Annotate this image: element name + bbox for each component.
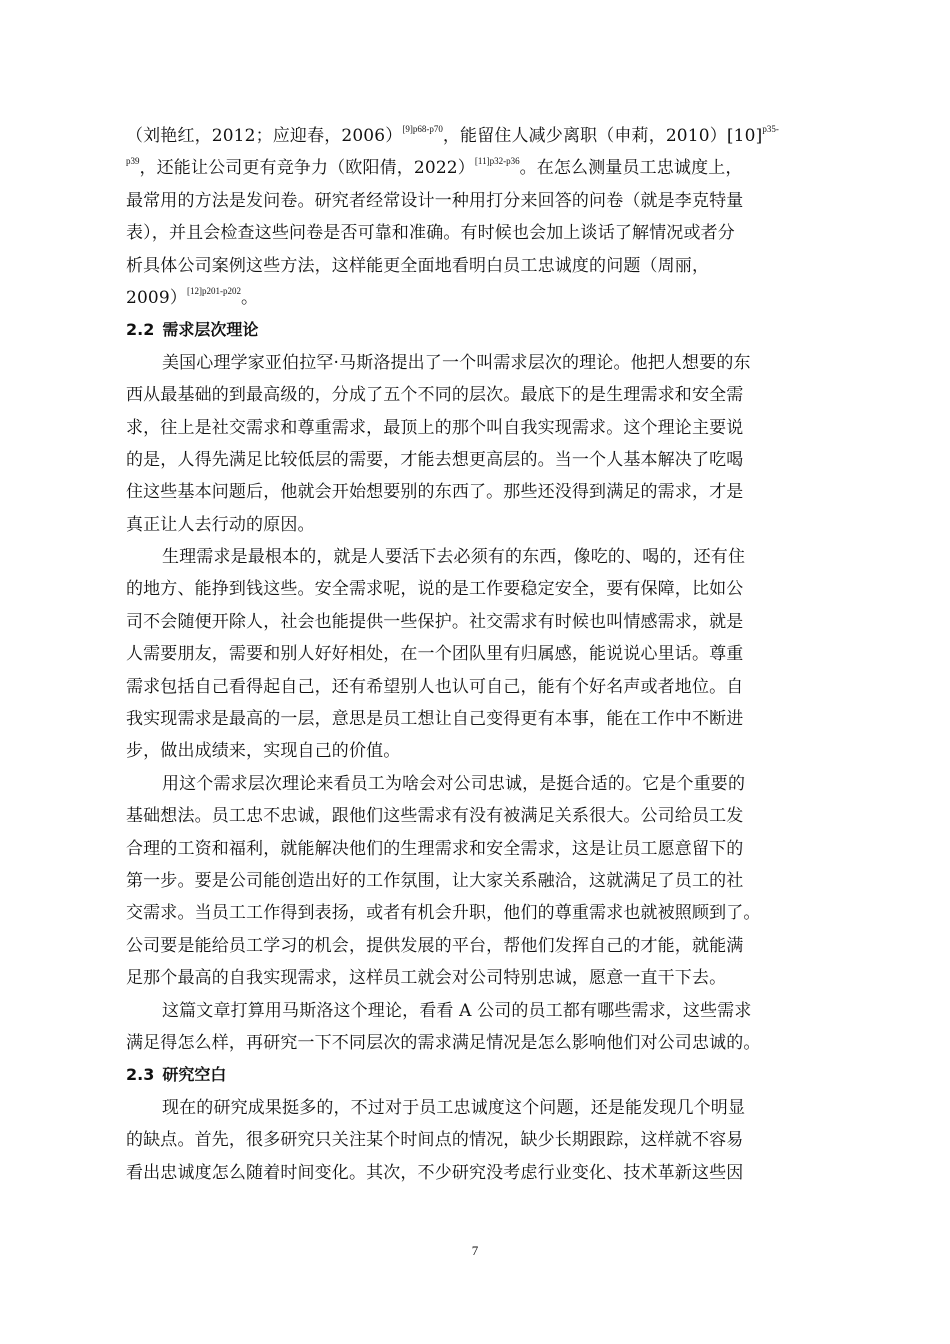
text-run: 第一步。要是公司能创造出好的工作氛围，让大家关系融洽，这就满足了员工的社 [126, 870, 744, 891]
text-line [126, 1157, 826, 1189]
text-run: 需求包括自己看得起自己，还有希望别人也认可自己，能有个好名声或者地位。自 [126, 676, 744, 697]
citation-superscript: p39 [126, 156, 140, 167]
text-line [126, 444, 826, 476]
text-line [126, 1092, 826, 1124]
text-line [126, 865, 826, 897]
text-run: 求，往上是社交需求和尊重需求，最顶上的那个叫自我实现需求。这个理论主要说 [126, 417, 744, 438]
citation-superscript: [9]p68-p70 [402, 124, 443, 134]
section-title: 需求层次理论 [162, 320, 259, 340]
citation-superscript: [12]p201-p202 [187, 285, 242, 296]
text-run: 住这些基本问题后，他就会开始想要别的东西了。那些还没得到满足的需求，才是 [126, 482, 744, 503]
text-line [126, 379, 826, 411]
section-number: 2.2 [126, 320, 155, 340]
text-run: 足那个最高的自我实现需求，这样员工就会对公司特别忠诚，愿意一直干下去。 [126, 968, 727, 989]
text-line [126, 897, 826, 929]
text-run: 。在怎么测量员工忠诚度上， [519, 158, 743, 179]
text-run: 看出忠诚度怎么随着时间变化。其次，不少研究没考虑行业变化、技术革新这些因 [126, 1162, 744, 1183]
text-line [126, 347, 826, 379]
text-run: 人需要朋友，需要和别人好好相处，在一个团队里有归属感，能说说心里话。尊重 [126, 644, 744, 665]
text-run: 的是，人得先满足比较低层的需要，才能去想更高层的。当一个人基本解决了吃喝 [126, 449, 744, 470]
text-run: 这篇文章打算用马斯洛这个理论，看看 A 公司的员工都有哪些需求，这些需求 [162, 1000, 752, 1021]
paragraph [126, 768, 826, 995]
text-line [126, 217, 826, 249]
text-run: 的缺点。首先，很多研究只关注某个时间点的情况，缺少长期跟踪，这样就不容易 [126, 1130, 744, 1151]
page-number: 7 [471, 1243, 479, 1258]
text-run: 表），并且会检查这些问卷是否可靠和准确。有时候也会加上谈话了解情况或者分 [126, 223, 735, 244]
text-line [126, 995, 826, 1027]
section-heading [126, 314, 826, 346]
section-title: 研究空白 [162, 1065, 227, 1085]
text-line [126, 509, 826, 541]
text-run: 美国心理学家亚伯拉罕·马斯洛提出了一个叫需求层次的理论。他把人想要的东 [162, 352, 751, 373]
text-line [126, 962, 826, 994]
text-run: 步，做出成绩来，实现自己的价值。 [126, 741, 401, 762]
text-run: 生理需求是最根本的，就是人要活下去必须有的东西，像吃的、喝的，还有住 [162, 547, 746, 568]
text-run: 2009） [126, 287, 188, 308]
citation-superscript: p35- [762, 124, 779, 134]
text-run: 真正让人去行动的原因。 [126, 514, 315, 535]
text-run: 。 [241, 287, 259, 308]
text-run: 公司要是能给员工学习的机会，提供发展的平台，帮他们发挥自己的才能，就能满 [126, 935, 744, 956]
text-run: 用这个需求层次理论来看员工为啥会对公司忠诚，是挺合适的。它是个重要的 [162, 773, 746, 794]
text-line [126, 120, 826, 152]
text-line [126, 282, 826, 314]
text-line [126, 703, 826, 735]
text-line [126, 541, 826, 573]
paragraph [126, 120, 826, 314]
section-number: 2.3 [126, 1065, 155, 1085]
section-heading [126, 1059, 826, 1091]
text-line [126, 671, 826, 703]
text-line [126, 606, 826, 638]
text-run: 最常用的方法是发问卷。研究者经常设计一种用打分来回答的问卷（就是李克特量 [126, 190, 744, 211]
text-run: 基础想法。员工忠不忠诚，跟他们这些需求有没有被满足关系很大。公司给员工发 [126, 806, 744, 827]
text-run: （刘艳红，2012；应迎春，2006） [126, 126, 403, 146]
text-run: 满足得怎么样，再研究一下不同层次的需求满足情况是怎么影响他们对公司忠诚的。 [126, 1032, 761, 1053]
text-line [126, 768, 826, 800]
text-line [126, 476, 826, 508]
text-line [126, 1027, 826, 1059]
text-run: 的地方、能挣到钱这些。安全需求呢，说的是工作要稳定安全，要有保障，比如公 [126, 579, 744, 600]
text-run: 现在的研究成果挺多的，不过对于员工忠诚度这个问题，还是能发现几个明显 [162, 1097, 746, 1118]
text-line [126, 833, 826, 865]
text-line [126, 735, 826, 767]
text-run: 析具体公司案例这些方法，这样能更全面地看明白员工忠诚度的问题（周丽， [126, 255, 710, 276]
paragraph [126, 995, 826, 1060]
text-line [126, 185, 826, 217]
text-run: 我实现需求是最高的一层，意思是员工想让自己变得更有本事，能在工作中不断进 [126, 709, 744, 730]
text-run: 交需求。当员工工作得到表扬，或者有机会升职，他们的尊重需求也就被照顾到了。 [126, 903, 761, 924]
document-body [126, 120, 826, 1189]
text-line [126, 250, 826, 282]
text-line [126, 152, 826, 184]
text-run: 司不会随便开除人，社会也能提供一些保护。社交需求有时候也叫情感需求，就是 [126, 611, 744, 632]
text-line [126, 800, 826, 832]
text-line [126, 573, 826, 605]
text-line [126, 930, 826, 962]
text-run: ，还能让公司更有竞争力（欧阳倩，2022） [139, 158, 475, 179]
text-run: 西从最基础的到最高级的，分成了五个不同的层次。最底下的是生理需求和安全需 [126, 385, 744, 406]
text-line [126, 1124, 826, 1156]
paragraph [126, 541, 826, 768]
citation-superscript: [11]p32-p36 [474, 156, 520, 167]
text-run: ，能留住人减少离职（申莉，2010）[10] [442, 126, 763, 146]
text-line [126, 638, 826, 670]
text-line [126, 412, 826, 444]
paragraph [126, 347, 826, 541]
paragraph [126, 1092, 826, 1189]
text-run: 合理的工资和福利，就能解决他们的生理需求和安全需求，这是让员工愿意留下的 [126, 838, 744, 859]
